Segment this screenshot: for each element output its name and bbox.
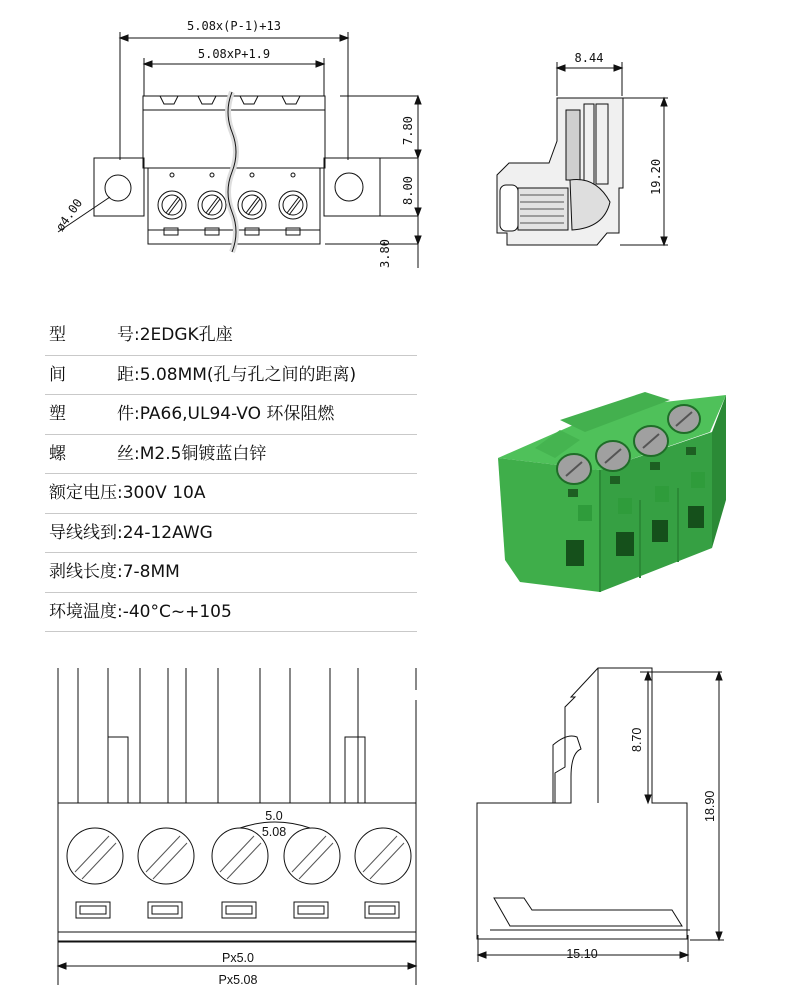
dim-side-width: 8.44 bbox=[574, 51, 604, 65]
spec-key: 额定电压 bbox=[49, 483, 117, 503]
spec-key: 型 bbox=[49, 325, 66, 345]
spec-value: 丝:M2.5铜镀蓝白锌 bbox=[117, 443, 267, 464]
spec-key: 间 bbox=[49, 364, 66, 385]
spec-value: 距:5.08MM(孔与孔之间的距离) bbox=[117, 364, 357, 385]
dim-low-height: 3.80 bbox=[378, 239, 392, 268]
spec-value: 号:2EDGK孔座 bbox=[117, 325, 233, 345]
dim-total-height: 18.90 bbox=[703, 790, 717, 822]
spec-value: 件:PA66,UL94-VO 环保阻燃 bbox=[117, 404, 335, 424]
dim-side-height: 19.20 bbox=[649, 158, 663, 195]
spec-key: 导线线到 bbox=[49, 522, 117, 543]
dim-total-a: Px5.0 bbox=[222, 951, 254, 965]
spec-value: :300V 10A bbox=[117, 483, 206, 503]
spec-key: 塑 bbox=[49, 404, 66, 424]
spec-key: 剥线长度 bbox=[49, 562, 117, 582]
dim-pitch-a: 5.0 bbox=[265, 809, 283, 823]
dim-pitch-length: 5.08xP+1.9 bbox=[197, 47, 271, 61]
dim-hole-diameter: ø4.00 bbox=[52, 196, 86, 234]
spec-value: :24-12AWG bbox=[117, 522, 213, 543]
dim-pitch-b: 5.08 bbox=[261, 825, 287, 839]
spec-key: 环境温度 bbox=[49, 601, 117, 622]
dim-total-width: 15.10 bbox=[566, 947, 598, 961]
spec-value: :7-8MM bbox=[117, 562, 180, 582]
dim-upper-height: 8.70 bbox=[630, 727, 644, 752]
spec-key: 螺 bbox=[49, 443, 66, 464]
dim-mid-height: 8.00 bbox=[401, 176, 415, 205]
spec-value: :-40°C~+105 bbox=[117, 601, 232, 622]
dim-upper-height: 7.80 bbox=[401, 116, 415, 145]
dim-total-b: Px5.08 bbox=[218, 973, 258, 987]
dim-overall-length: 5.08x(P-1)+13 bbox=[187, 19, 281, 33]
